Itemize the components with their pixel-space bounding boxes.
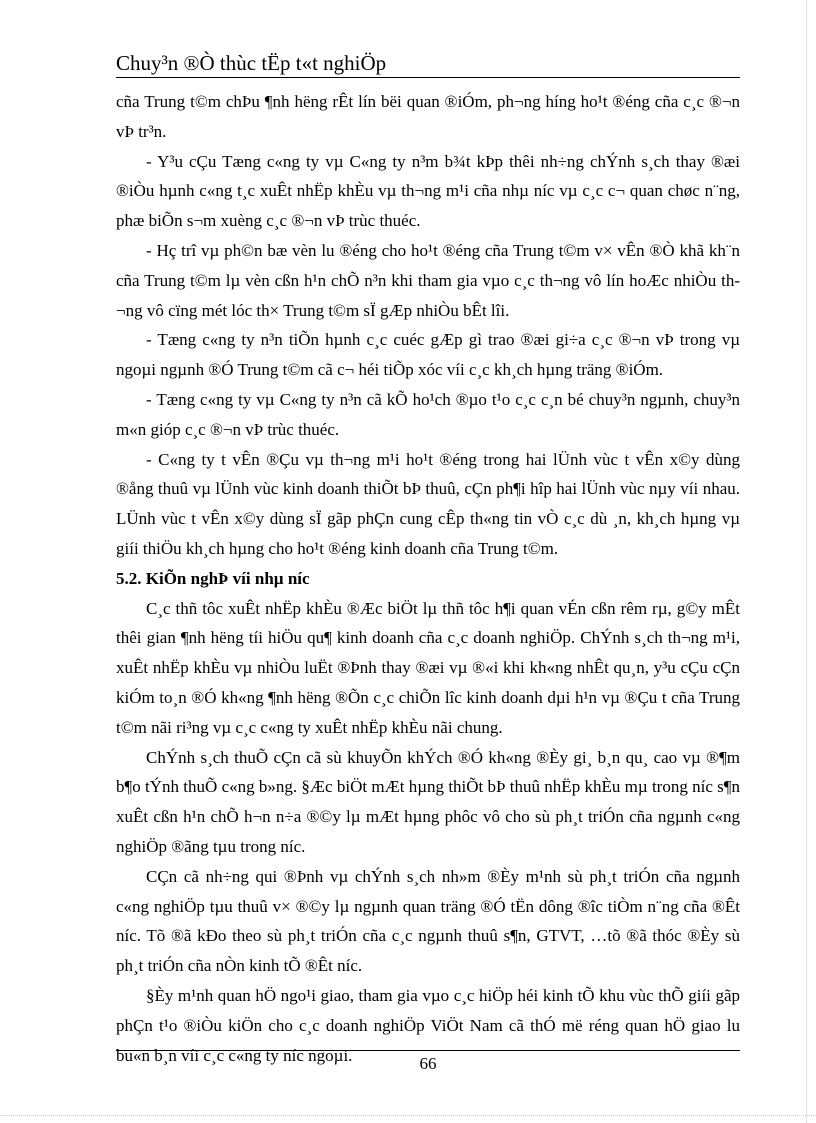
body-paragraph: C¸c thñ tôc xuÊt nhËp khÈu ®Æc biÖt lµ thñ tôc h¶i quan vÉn cßn rêm rµ, g©y mÊt thêi gian ¶nh hëng tíi hiÖu qu¶ kinh doanh cña c¸c doanh nghiÖp. ChÝnh s¸ch th¬ng m¹i, xuÊt nhËp khÈu vµ nhiÒu luËt ®Þnh thay ®æi vµ ®«i khi kh«ng nhÊt qu¸n, y³u cÇu cÇn kiÓm to¸n ®Ó kh«ng ¶nh hëng ®Õn c¸c chiÕn lîc kinh doanh dµi h¹n vµ ®Çu t cña Trung t©m nãi ri³ng vµ c¸c c«ng ty xuÊt nhËp khÈu nãi chung. xyxy=(116,598,740,737)
footer-divider xyxy=(116,1050,740,1051)
body-content xyxy=(116,87,740,1070)
body-paragraph: ChÝnh s¸ch thuÕ cÇn cã sù khuyÕn khÝch ®Ó kh«ng ®Èy gi¸ b¸n qu¸ cao vµ ®¶m b¶o tÝnh thuÕ c«ng b»ng. §Æc biÖt mÆt hµng thiÕt bÞ thuû nhËp khÈu mµ trong níc s¶n xuÊt cßn h¹n chÕ h¬n n÷a ®©y lµ mÆt hµng phôc vô cho sù ph¸t triÓn cña ngµnh c«ng nghiÖp ®ãng tµu trong níc. xyxy=(116,747,740,856)
body-paragraph: §Èy m¹nh quan hÖ ngo¹i giao, tham gia vµo c¸c hiÖp héi kinh tÕ khu vùc thÕ giíi gãp phÇn t¹o ®iÒu kiÖn cho c¸c doanh nghiÖp ViÖt Nam cã thÓ më réng quan hÖ giao lu bu«n b¸n víi c¸c c«ng ty níc ngoµi. xyxy=(116,985,740,1065)
page-edge-bottom xyxy=(0,1115,816,1116)
body-paragraph: cña Trung t©m chÞu ¶nh hëng rÊt lín bëi quan ®iÓm, ph¬ng híng ho¹t ®éng cña c¸c ®¬n vÞ tr³n. xyxy=(116,92,740,141)
body-paragraph: - C«ng ty t vÊn ®Çu vµ th¬ng m¹i ho¹t ®éng trong hai lÜnh vùc t vÊn x©y dùng ®ång thuû vµ lÜnh vùc kinh doanh thiÕt bÞ thuû, cÇn ph¶i hîp hai lÜnh vùc nµy víi nhau. LÜnh vùc t vÊn x©y dùng sÏ gãp phÇn cung cÊp th«ng tin vÒ c¸c dù ¸n, kh¸ch hµng vµ giíi thiÖu kh¸ch hµng cho ho¹t ®éng kinh doanh cña Trung t©m. xyxy=(116,449,740,558)
body-paragraph: - Y³u cÇu Tæng c«ng ty vµ C«ng ty n³m b¾t kÞp thêi nh÷ng chÝnh s¸ch thay ®æi ®iÒu hµnh c«ng t¸c xuÊt nhËp khÈu vµ th¬ng m¹i cña nhµ níc vµ c¸c c¬ quan chøc n¨ng, phæ biÕn s¬m xuèng c¸c ®¬n vÞ trùc thuéc. xyxy=(116,151,740,231)
section-heading: 5.2. KiÕn nghÞ víi nhµ níc xyxy=(116,568,310,588)
page-edge-right xyxy=(806,0,807,1123)
header-divider xyxy=(116,77,740,78)
page-number: 66 xyxy=(419,1054,437,1073)
page-header-title: Chuy³n ®Ò thùc tËp t«t nghiÖp xyxy=(116,51,387,75)
body-paragraph: - Tæng c«ng ty n³n tiÕn hµnh c¸c cuéc gÆp gì trao ®æi gi÷a c¸c ®¬n vÞ trong vµ ngoµi ngµnh ®Ó Trung t©m cã c¬ héi tiÕp xóc víi c¸c kh¸ch hµng träng ®iÓm. xyxy=(116,330,740,380)
body-paragraph: CÇn cã nh÷ng qui ®Þnh vµ chÝnh s¸ch nh»m ®Èy m¹nh sù ph¸t triÓn cña ngµnh c«ng nghiÖp tµu thuû v× ®©y lµ ngµnh quan träng ®Ó tËn dông ®îc tiÒm n¨ng cña ®Êt níc. Tõ ®ã kÐo theo sù ph¸t triÓn cña c¸c ngµnh thuû s¶n, GTVT, …tõ ®ã thóc ®Èy sù ph¸t triÓn cña nÒn kinh tÕ ®Êt níc. xyxy=(116,866,740,976)
body-paragraph: - Tæng c«ng ty vµ C«ng ty n³n cã kÕ ho¹ch ®µo t¹o c¸c c¸n bé chuy³n ngµnh, chuy³n m«n gióp c¸c ®¬n vÞ trùc thuéc. xyxy=(116,389,740,439)
body-paragraph: - Hç trî vµ ph©n bæ vèn lu ®éng cho ho¹t ®éng cña Trung t©m v× vÊn ®Ò khã kh¨n cña Trung t©m lµ vèn cßn h¹n chÕ n³n khi tham gia vµo c¸c th¬ng vô lín hoÆc nhiÒu th¬ng vô cïng mét lóc th× Trung t©m sÏ gÆp nhiÒu bÊt lîi. xyxy=(116,240,740,320)
